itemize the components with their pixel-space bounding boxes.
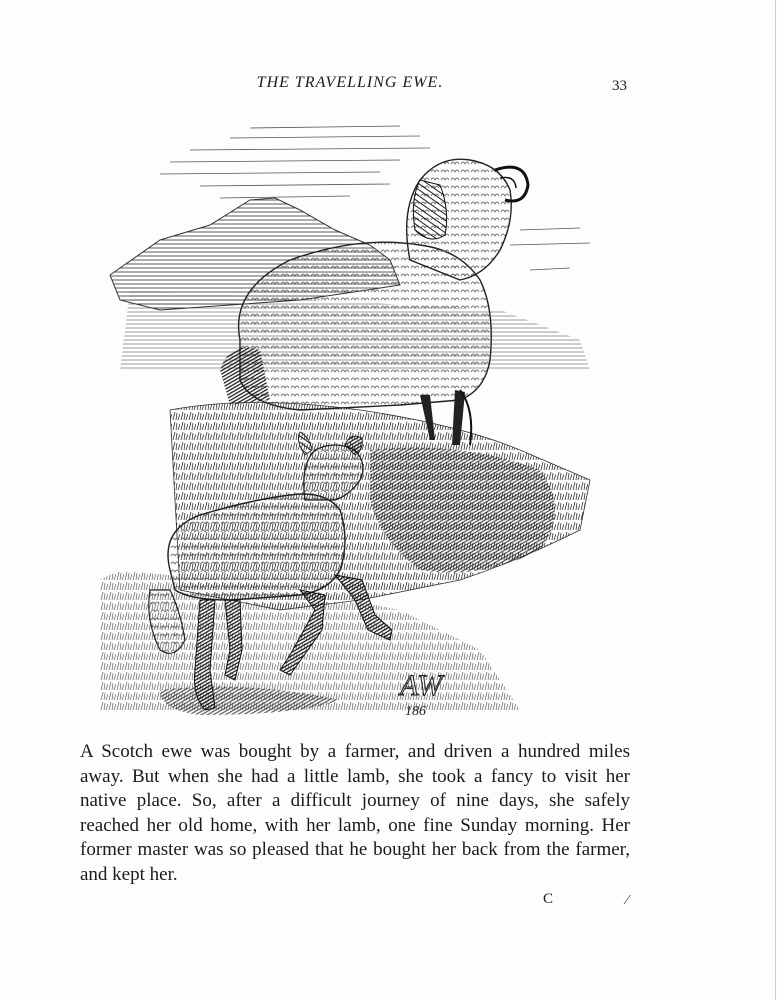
running-head: THE TRAVELLING EWE. xyxy=(256,74,444,91)
page-number: 33 xyxy=(612,78,627,94)
body-paragraph-container xyxy=(80,740,630,887)
monogram-date: 186 xyxy=(405,704,426,719)
signature-mark: C xyxy=(543,891,554,907)
stray-mark: ⁄ xyxy=(626,893,629,908)
page-edge xyxy=(775,0,776,1000)
monogram-initials: AW xyxy=(400,669,443,702)
artist-monogram xyxy=(398,669,445,719)
body-paragraph: A Scotch ewe was bought by a farmer, and driven a hundred miles away. But when she had a little lamb, she took a fancy to visit her native place. So, after a difficult journey of nine days, she safely reached her old home, with her lamb, one fine Sunday morning. Her former master was so pleased that he bought her back from the farmer, and kept her. xyxy=(80,741,630,885)
engraving-illustration xyxy=(100,110,600,725)
